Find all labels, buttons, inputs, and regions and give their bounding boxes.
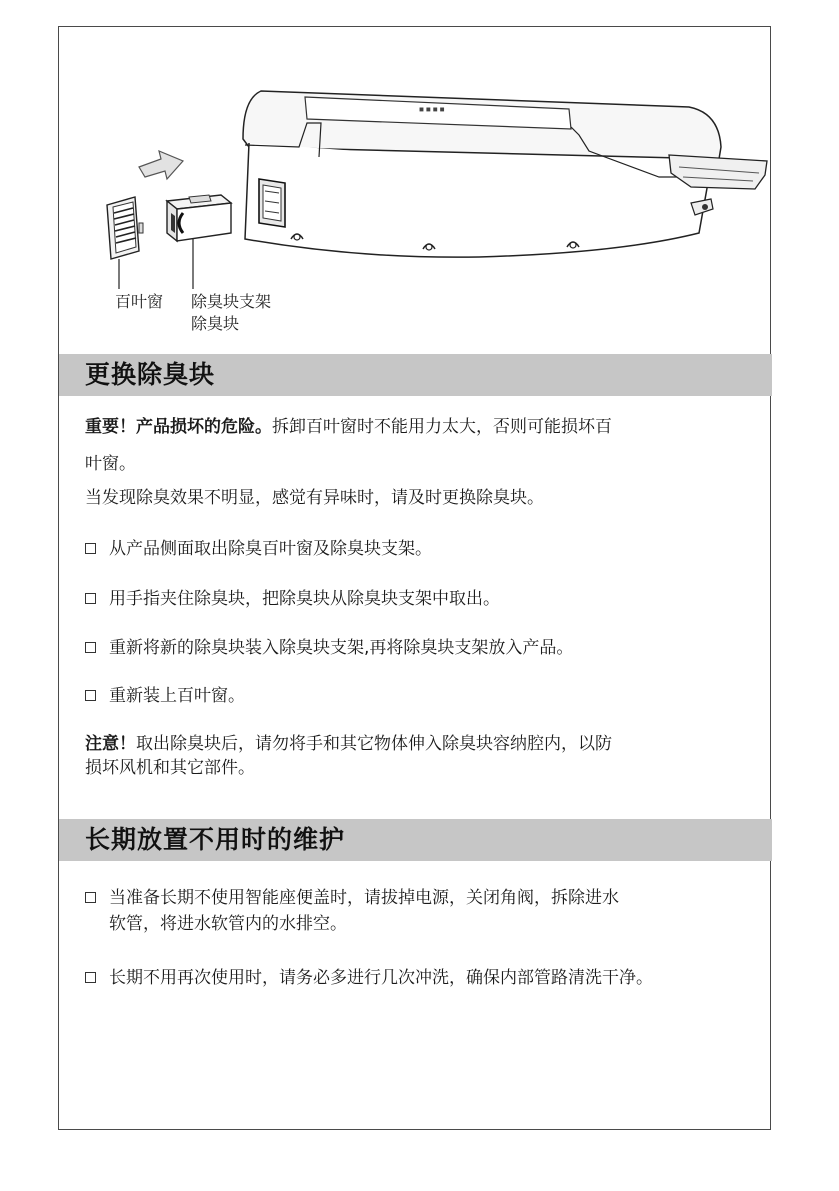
checkbox-icon: [85, 972, 96, 983]
step-text-line1: 当准备长期不使用智能座便盖时，请拔掉电源，关闭角阀，拆除进水: [109, 888, 619, 908]
checkbox-icon: [85, 593, 96, 604]
note-text-line1: 取出除臭块后，请勿将手和其它物体伸入除臭块容纳腔内，以防: [136, 734, 612, 754]
important-paragraph: [85, 414, 612, 440]
insert-arrow-icon: [139, 151, 183, 179]
note-text-line2: 损坏风机和其它部件。: [85, 758, 255, 778]
step-item: [83, 586, 500, 612]
step-text: 用手指夹住除臭块，把除臭块从除臭块支架中取出。: [109, 589, 500, 609]
step-item: [83, 536, 432, 562]
step-text-line2: 软管，将进水软管内的水排空。: [109, 914, 347, 934]
deodorizer-block-part: [167, 195, 231, 289]
step-item: [83, 683, 245, 709]
section-title: 更换除臭块: [85, 360, 216, 389]
step-text: 从产品侧面取出除臭百叶窗及除臭块支架。: [109, 539, 432, 559]
label-louver: 百叶窗: [115, 292, 164, 311]
label-block: 除臭块: [191, 314, 240, 333]
checkbox-icon: [85, 543, 96, 554]
important-label: 重要！产品损坏的危险。: [85, 417, 272, 437]
louver-part: [107, 197, 143, 289]
svg-text:◼ ◼ ◼ ◼: ◼ ◼ ◼ ◼: [419, 106, 445, 113]
step-text: 重新装上百叶窗。: [109, 686, 245, 706]
note-paragraph: [85, 731, 612, 757]
note-label: 注意！: [85, 734, 136, 754]
section-title: 长期放置不用时的维护: [85, 825, 346, 854]
step-item: [83, 885, 619, 937]
step-text: [109, 885, 619, 937]
page-frame: [58, 26, 771, 1130]
checkbox-icon: [85, 690, 96, 701]
step-item: [83, 635, 573, 661]
step-text: 长期不用再次使用时，请务必多进行几次冲洗，确保内部管路清洗干净。: [109, 968, 653, 988]
important-text-line1: 拆卸百叶窗时不能用力太大，否则可能损坏百: [272, 417, 612, 437]
important-text-line2: 叶窗。: [85, 454, 136, 474]
step-text: 重新将新的除臭块装入除臭块支架,再将除臭块支架放入产品。: [109, 638, 574, 658]
section-header-replace: [59, 354, 772, 396]
checkbox-icon: [85, 892, 96, 903]
section-header-storage: [59, 819, 772, 861]
checkbox-icon: [85, 642, 96, 653]
label-holder: 除臭块支架: [191, 292, 272, 311]
deodorizer-illustration: [59, 27, 772, 357]
intro-paragraph: 当发现除臭效果不明显，感觉有异味时，请及时更换除臭块。: [85, 488, 544, 508]
smart-seat-body: [243, 91, 767, 257]
step-item: [83, 965, 653, 991]
